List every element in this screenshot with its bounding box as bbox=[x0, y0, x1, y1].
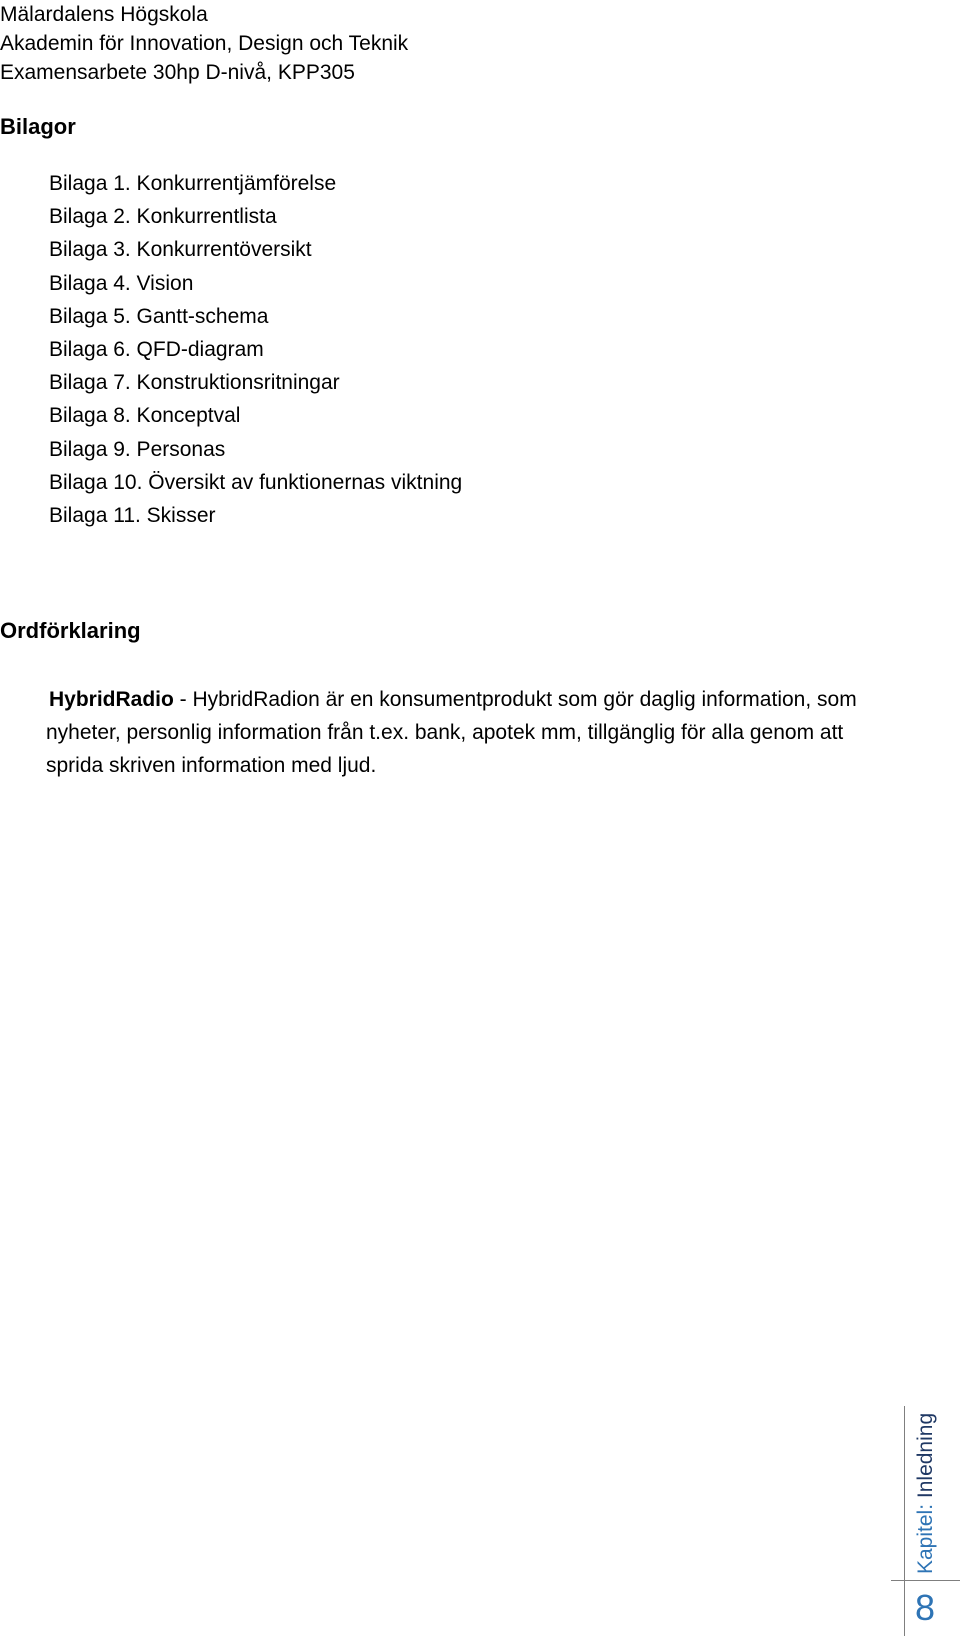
appendix-item: Bilaga 5. Gantt-schema bbox=[49, 304, 269, 328]
document-header bbox=[0, 0, 408, 87]
appendix-list bbox=[49, 167, 462, 532]
university-name: Mälardalens Högskola bbox=[0, 3, 208, 26]
appendix-item: Bilaga 9. Personas bbox=[49, 437, 226, 461]
appendix-item: Bilaga 4. Vision bbox=[49, 271, 194, 295]
chapter-prefix: Kapitel: bbox=[914, 1498, 937, 1574]
appendix-item: Bilaga 3. Konkurrentöversikt bbox=[49, 238, 312, 262]
page-number: 8 bbox=[915, 1587, 936, 1628]
glossary-heading: Ordförklaring bbox=[0, 618, 141, 643]
chapter-name: Inledning bbox=[914, 1412, 937, 1499]
appendix-item: Bilaga 2. Konkurrentlista bbox=[49, 205, 277, 229]
page-footer-tab bbox=[904, 1406, 960, 1636]
appendix-item: Bilaga 11. Skisser bbox=[49, 504, 216, 528]
glossary-definition: HybridRadion är en konsumentprodukt som gör daglig information, som nyheter, personlig information från t.ex. bank, apotek mm, tillgänglig för alla genom att sprida skriven information med ljud. bbox=[46, 688, 857, 777]
appendix-item: Bilaga 7. Konstruktionsritningar bbox=[49, 371, 340, 395]
glossary-separator: - bbox=[173, 688, 193, 711]
appendices-heading: Bilagor bbox=[0, 114, 76, 139]
course-name: Examensarbete 30hp D-nivå, KPP305 bbox=[0, 61, 355, 84]
academy-name: Akademin för Innovation, Design och Teknik bbox=[0, 32, 409, 55]
appendix-item: Bilaga 6. QFD-diagram bbox=[49, 338, 264, 362]
chapter-label bbox=[913, 1413, 939, 1574]
glossary-term: HybridRadio bbox=[49, 688, 174, 711]
appendix-item: Bilaga 1. Konkurrentjämförelse bbox=[49, 172, 337, 195]
appendix-item: Bilaga 8. Konceptval bbox=[49, 404, 241, 428]
footer-divider bbox=[891, 1580, 960, 1581]
appendix-item: Bilaga 10. Översikt av funktionernas viktning bbox=[49, 470, 463, 494]
glossary-entry bbox=[46, 683, 906, 782]
